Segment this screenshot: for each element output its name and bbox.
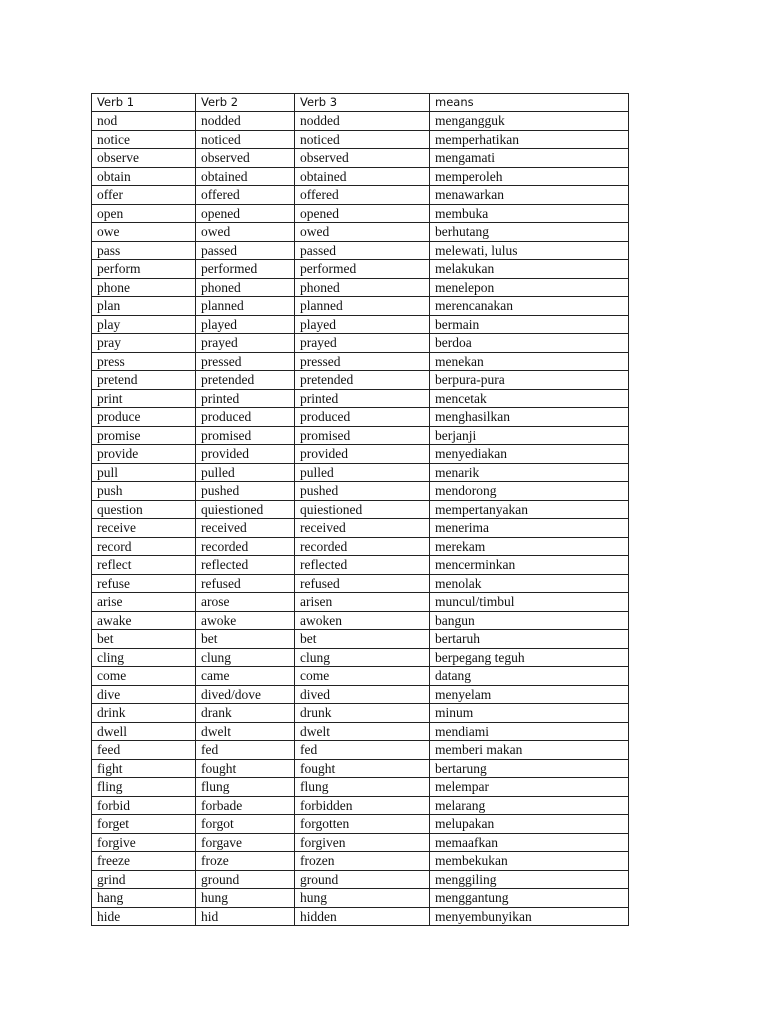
means-cell: menekan	[430, 352, 629, 371]
verb-3-cell: clung	[295, 648, 430, 667]
means-cell: memperoleh	[430, 167, 629, 186]
verb-2-cell: reflected	[196, 556, 295, 575]
verb-2-cell: refused	[196, 574, 295, 593]
verb-2-cell: forgot	[196, 815, 295, 834]
verb-3-cell: pushed	[295, 482, 430, 501]
verb-1-cell: owe	[92, 223, 196, 242]
verb-2-cell: quiestioned	[196, 500, 295, 519]
verb-3-cell: reflected	[295, 556, 430, 575]
verb-3-cell: observed	[295, 149, 430, 168]
table-row	[92, 445, 629, 464]
means-cell: memperhatikan	[430, 130, 629, 149]
table-row	[92, 482, 629, 501]
verb-1-cell: obtain	[92, 167, 196, 186]
verb-2-cell: froze	[196, 852, 295, 871]
verb-2-cell: ground	[196, 870, 295, 889]
table-row	[92, 426, 629, 445]
table-row	[92, 241, 629, 260]
verb-1-cell: fight	[92, 759, 196, 778]
table-row	[92, 611, 629, 630]
verb-2-cell: provided	[196, 445, 295, 464]
means-cell: berpegang teguh	[430, 648, 629, 667]
verb-1-cell: plan	[92, 297, 196, 316]
table-row	[92, 389, 629, 408]
means-cell: menghasilkan	[430, 408, 629, 427]
verb-1-cell: arise	[92, 593, 196, 612]
verb-3-cell: flung	[295, 778, 430, 797]
table-row	[92, 519, 629, 538]
table-row	[92, 685, 629, 704]
means-cell: menggantung	[430, 889, 629, 908]
verb-2-cell: pulled	[196, 463, 295, 482]
table-row	[92, 260, 629, 279]
verb-1-cell: feed	[92, 741, 196, 760]
table-row	[92, 889, 629, 908]
verb-1-cell: reflect	[92, 556, 196, 575]
means-cell: merekam	[430, 537, 629, 556]
table-row	[92, 870, 629, 889]
verb-3-cell: hidden	[295, 907, 430, 926]
verb-1-cell: print	[92, 389, 196, 408]
verb-3-cell: drunk	[295, 704, 430, 723]
verb-1-cell: pass	[92, 241, 196, 260]
verb-3-cell: pressed	[295, 352, 430, 371]
verb-2-cell: passed	[196, 241, 295, 260]
verb-3-cell: owed	[295, 223, 430, 242]
verb-3-cell: received	[295, 519, 430, 538]
verb-1-cell: forgive	[92, 833, 196, 852]
verb-2-cell: flung	[196, 778, 295, 797]
verb-3-cell: fed	[295, 741, 430, 760]
verb-2-cell: promised	[196, 426, 295, 445]
verb-2-cell: pressed	[196, 352, 295, 371]
verb-3-cell: come	[295, 667, 430, 686]
verb-3-cell: bet	[295, 630, 430, 649]
header-verb-3: Verb 3	[295, 94, 430, 112]
verb-1-cell: press	[92, 352, 196, 371]
verb-3-cell: refused	[295, 574, 430, 593]
means-cell: bangun	[430, 611, 629, 630]
means-cell: membuka	[430, 204, 629, 223]
table-row	[92, 741, 629, 760]
verb-2-cell: nodded	[196, 112, 295, 131]
verb-3-cell: prayed	[295, 334, 430, 353]
means-cell: berjanji	[430, 426, 629, 445]
verb-2-cell: awoke	[196, 611, 295, 630]
table-row	[92, 833, 629, 852]
table-row	[92, 593, 629, 612]
table-row	[92, 907, 629, 926]
verb-3-cell: dived	[295, 685, 430, 704]
means-cell: bertarung	[430, 759, 629, 778]
means-cell: mencerminkan	[430, 556, 629, 575]
means-cell: berdoa	[430, 334, 629, 353]
verb-2-cell: pretended	[196, 371, 295, 390]
verb-2-cell: noticed	[196, 130, 295, 149]
table-row	[92, 408, 629, 427]
means-cell: menyembunyikan	[430, 907, 629, 926]
means-cell: berhutang	[430, 223, 629, 242]
verb-3-cell: ground	[295, 870, 430, 889]
verb-1-cell: promise	[92, 426, 196, 445]
table-row	[92, 371, 629, 390]
verb-1-cell: come	[92, 667, 196, 686]
verb-3-cell: pretended	[295, 371, 430, 390]
means-cell: melempar	[430, 778, 629, 797]
table-row	[92, 796, 629, 815]
means-cell: membekukan	[430, 852, 629, 871]
verb-1-cell: awake	[92, 611, 196, 630]
means-cell: menyelam	[430, 685, 629, 704]
verb-2-cell: drank	[196, 704, 295, 723]
verb-3-cell: awoken	[295, 611, 430, 630]
table-row	[92, 315, 629, 334]
verb-1-cell: pray	[92, 334, 196, 353]
verb-2-cell: forbade	[196, 796, 295, 815]
means-cell: mendiami	[430, 722, 629, 741]
verb-3-cell: recorded	[295, 537, 430, 556]
table-row	[92, 722, 629, 741]
verb-2-cell: offered	[196, 186, 295, 205]
verb-2-cell: produced	[196, 408, 295, 427]
verb-3-cell: provided	[295, 445, 430, 464]
table-row	[92, 574, 629, 593]
verb-2-cell: fought	[196, 759, 295, 778]
verb-3-cell: forbidden	[295, 796, 430, 815]
verb-2-cell: bet	[196, 630, 295, 649]
verb-2-cell: obtained	[196, 167, 295, 186]
table-row	[92, 556, 629, 575]
verb-3-cell: noticed	[295, 130, 430, 149]
verb-1-cell: offer	[92, 186, 196, 205]
means-cell: menarik	[430, 463, 629, 482]
verb-2-cell: prayed	[196, 334, 295, 353]
means-cell: merencanakan	[430, 297, 629, 316]
verb-2-cell: performed	[196, 260, 295, 279]
verb-1-cell: play	[92, 315, 196, 334]
verb-table-body	[92, 112, 629, 926]
verb-2-cell: observed	[196, 149, 295, 168]
table-row	[92, 149, 629, 168]
verb-3-cell: offered	[295, 186, 430, 205]
table-row	[92, 537, 629, 556]
verb-2-cell: forgave	[196, 833, 295, 852]
table-row	[92, 278, 629, 297]
verb-2-cell: printed	[196, 389, 295, 408]
verb-1-cell: push	[92, 482, 196, 501]
header-verb-2: Verb 2	[196, 94, 295, 112]
means-cell: menawarkan	[430, 186, 629, 205]
verb-1-cell: dwell	[92, 722, 196, 741]
verb-2-cell: planned	[196, 297, 295, 316]
verb-3-cell: pulled	[295, 463, 430, 482]
verb-3-cell: passed	[295, 241, 430, 260]
verb-3-cell: hung	[295, 889, 430, 908]
verb-3-cell: performed	[295, 260, 430, 279]
verb-1-cell: record	[92, 537, 196, 556]
verb-2-cell: played	[196, 315, 295, 334]
verb-1-cell: question	[92, 500, 196, 519]
verb-2-cell: dwelt	[196, 722, 295, 741]
verb-1-cell: produce	[92, 408, 196, 427]
table-row	[92, 667, 629, 686]
means-cell: mempertanyakan	[430, 500, 629, 519]
verb-2-cell: phoned	[196, 278, 295, 297]
verb-2-cell: owed	[196, 223, 295, 242]
table-row	[92, 852, 629, 871]
table-row	[92, 186, 629, 205]
means-cell: muncul/timbul	[430, 593, 629, 612]
means-cell: minum	[430, 704, 629, 723]
verb-1-cell: provide	[92, 445, 196, 464]
table-row	[92, 334, 629, 353]
verb-1-cell: open	[92, 204, 196, 223]
verb-3-cell: dwelt	[295, 722, 430, 741]
verb-3-cell: quiestioned	[295, 500, 430, 519]
verb-2-cell: recorded	[196, 537, 295, 556]
verb-2-cell: dived/dove	[196, 685, 295, 704]
means-cell: melupakan	[430, 815, 629, 834]
verb-3-cell: phoned	[295, 278, 430, 297]
header-row	[92, 94, 629, 112]
verb-1-cell: dive	[92, 685, 196, 704]
means-cell: memberi makan	[430, 741, 629, 760]
table-row	[92, 778, 629, 797]
verb-1-cell: drink	[92, 704, 196, 723]
verb-2-cell: fed	[196, 741, 295, 760]
table-row	[92, 704, 629, 723]
verb-1-cell: forget	[92, 815, 196, 834]
verb-1-cell: refuse	[92, 574, 196, 593]
verb-table	[91, 93, 629, 926]
table-row	[92, 223, 629, 242]
verb-1-cell: hang	[92, 889, 196, 908]
table-row	[92, 463, 629, 482]
verb-3-cell: fought	[295, 759, 430, 778]
verb-3-cell: nodded	[295, 112, 430, 131]
verb-1-cell: perform	[92, 260, 196, 279]
verb-2-cell: pushed	[196, 482, 295, 501]
verb-1-cell: receive	[92, 519, 196, 538]
verb-2-cell: came	[196, 667, 295, 686]
table-row	[92, 204, 629, 223]
verb-2-cell: opened	[196, 204, 295, 223]
means-cell: menelepon	[430, 278, 629, 297]
verb-1-cell: hide	[92, 907, 196, 926]
means-cell: menyediakan	[430, 445, 629, 464]
means-cell: melarang	[430, 796, 629, 815]
means-cell: mengangguk	[430, 112, 629, 131]
means-cell: mengamati	[430, 149, 629, 168]
table-row	[92, 297, 629, 316]
verb-3-cell: opened	[295, 204, 430, 223]
verb-1-cell: fling	[92, 778, 196, 797]
table-row	[92, 648, 629, 667]
table-row	[92, 815, 629, 834]
verb-1-cell: forbid	[92, 796, 196, 815]
verb-3-cell: forgotten	[295, 815, 430, 834]
header-means: means	[430, 94, 629, 112]
means-cell: melakukan	[430, 260, 629, 279]
verb-2-cell: clung	[196, 648, 295, 667]
verb-2-cell: received	[196, 519, 295, 538]
means-cell: menggiling	[430, 870, 629, 889]
means-cell: datang	[430, 667, 629, 686]
table-row	[92, 500, 629, 519]
means-cell: bermain	[430, 315, 629, 334]
verb-3-cell: played	[295, 315, 430, 334]
verb-3-cell: obtained	[295, 167, 430, 186]
verb-3-cell: printed	[295, 389, 430, 408]
verb-3-cell: frozen	[295, 852, 430, 871]
verb-1-cell: bet	[92, 630, 196, 649]
verb-3-cell: promised	[295, 426, 430, 445]
means-cell: menolak	[430, 574, 629, 593]
verb-1-cell: pull	[92, 463, 196, 482]
verb-2-cell: hid	[196, 907, 295, 926]
verb-3-cell: arisen	[295, 593, 430, 612]
means-cell: menerima	[430, 519, 629, 538]
verb-3-cell: produced	[295, 408, 430, 427]
means-cell: melewati, lulus	[430, 241, 629, 260]
verb-1-cell: grind	[92, 870, 196, 889]
verb-1-cell: phone	[92, 278, 196, 297]
verb-table-header	[92, 94, 629, 112]
verb-1-cell: pretend	[92, 371, 196, 390]
verb-1-cell: notice	[92, 130, 196, 149]
means-cell: berpura-pura	[430, 371, 629, 390]
verb-3-cell: forgiven	[295, 833, 430, 852]
means-cell: mencetak	[430, 389, 629, 408]
verb-3-cell: planned	[295, 297, 430, 316]
verb-2-cell: hung	[196, 889, 295, 908]
means-cell: memaafkan	[430, 833, 629, 852]
verb-1-cell: cling	[92, 648, 196, 667]
table-row	[92, 352, 629, 371]
means-cell: bertaruh	[430, 630, 629, 649]
table-row	[92, 630, 629, 649]
table-row	[92, 167, 629, 186]
verb-2-cell: arose	[196, 593, 295, 612]
means-cell: mendorong	[430, 482, 629, 501]
verb-1-cell: observe	[92, 149, 196, 168]
verb-1-cell: nod	[92, 112, 196, 131]
verb-1-cell: freeze	[92, 852, 196, 871]
table-row	[92, 130, 629, 149]
table-row	[92, 112, 629, 131]
table-row	[92, 759, 629, 778]
header-verb-1: Verb 1	[92, 94, 196, 112]
